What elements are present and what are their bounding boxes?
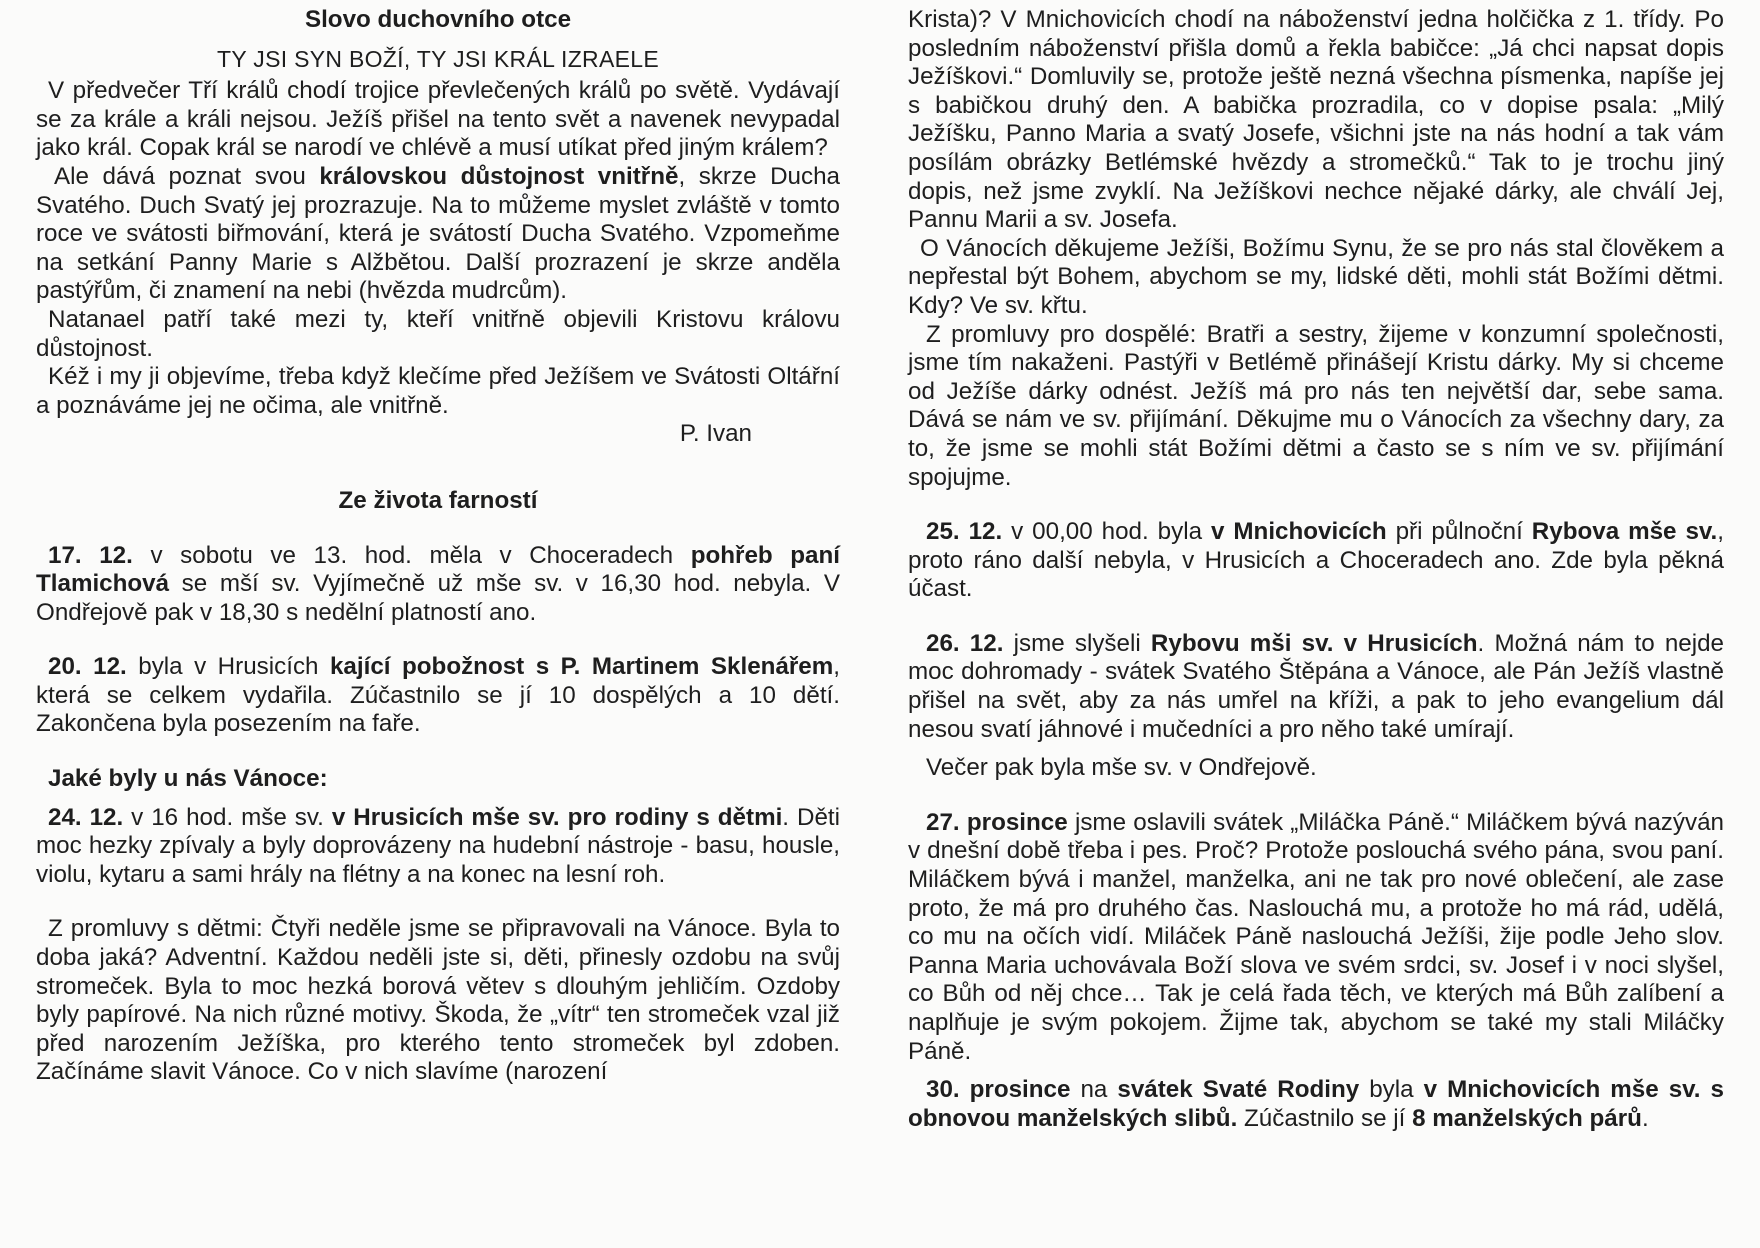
event-entry xyxy=(908,518,1724,604)
emphasis: královskou důstojnost vnitřně xyxy=(319,162,679,190)
text: byla xyxy=(1359,1076,1424,1104)
event-date: 26. 12. xyxy=(926,629,1004,657)
text: v 00,00 hod. byla xyxy=(1002,518,1211,546)
paragraph: Z promluvy pro dospělé: Bratři a sestry, žijeme v konzumní společnosti, jsme tím nakaženi. Pastýři v Betlémě přinášejí Kristu dárky. My si chceme od Ježíše dárky odnést. Ježíš má pro nás ten největší dar, sebe sama. Dává se nám ve sv. přijímání. Děkujme mu o Vánocích za všechny dary, za to, že jsme se mohli stát Božími dětmi a často se s ním ve sv. přijímání spojujme. xyxy=(908,320,1724,491)
signature: P. Ivan xyxy=(679,420,752,448)
paragraph: Z promluvy s dětmi: Čtyři neděle jsme se připravovali na Vánoce. Byla to doba jaká? Adventní. Každou neděli jste si, děti, přinesly ozdobu na svůj stromeček. Byla to moc hezká borová větev s dlouhým jehličím. Ozdoby byly papírové. Na nich různé motivy. Škoda, že „vítr“ ten stromeček vzal již před narozením Ježíška, pro kterého tento stromeček byl zdoben. Začínáme slavit Vánoce. Co v nich slavíme (narození xyxy=(36,915,840,1086)
paragraph: O Vánocích děkujeme Ježíši, Božímu Synu, že se pro nás stal člověkem a nepřestal být Bohem, abychom se my, lidské děti, mohli stát Božími dětmi. Kdy? Ve sv. křtu. xyxy=(908,234,1724,319)
paragraph xyxy=(36,163,840,306)
event-date: 20. 12. xyxy=(48,653,127,681)
text: . Možná nám to nejde moc dohromady - svátek Svatého Štěpána a Vánoce, ale Pán Ježíš vlastně přišel na svět, aby za nás umřel na kříži, a pak to jeho evangelium dál nesou svatí jáhnové i mučedníci a pro něho také umírají. xyxy=(908,629,1725,743)
event-entry xyxy=(36,804,840,890)
paragraph: Krista)? V Mnichovicích chodí na náboženství jedna holčička z 1. třídy. Po posledním náboženství přišla domů a řekla babičce: „Já chci napsat dopis Ježíškovi.“ Domluvily se, protože ještě nezná všechna písmenka, napíše jej s babičkou druhý den. A babička prozradila, co v dopise psala: „Milý Ježíšku, Panno Maria a svatý Josefe, všichni jste na nás hodní a tak vám posílám obrázky Betlémské hvězdy a stromečků.“ Tak to je trochu jiný dopis, než jsme zvyklí. Na Ježíškovi nechce nějaké dárky, ale chválí Jej, Pannu Marii a sv. Josefa. xyxy=(908,6,1724,234)
emphasis: Rybova mše sv. xyxy=(1531,518,1718,546)
event-date: 24. 12. xyxy=(48,803,124,831)
emphasis: v Hrusicích mše sv. pro rodiny s dětmi xyxy=(331,803,783,831)
article-subtitle: TY JSI SYN BOŽÍ, TY JSI KRÁL IZRAELE xyxy=(217,45,659,72)
event-entry xyxy=(908,630,1724,744)
event-date: 25. 12. xyxy=(926,518,1003,546)
text: , skrze Ducha Svatého. Duch Svatý jej prozrazuje. Na to můžeme myslet zvláště v tomto roce ve svátosti biřmování, která je svátostí Ducha Svatého. Vzpomeňme na setkání Panny Marie s Alžbětou. Další prozrazení je skrze anděla pastýřům, či znamení na nebi (hvězda mudrcům). xyxy=(36,162,840,305)
event-entry xyxy=(36,542,840,628)
text: , která se celkem vydařila. Zúčastnilo se jí 10 dospělých a 10 dětí. Zakončena byla posezením na faře. xyxy=(36,653,840,738)
subheading xyxy=(36,765,840,794)
event-date: 30. prosince xyxy=(926,1076,1071,1104)
paragraph: Kéž i my ji objevíme, třeba když klečíme před Ježíšem ve Svátosti Oltářní a poznáváme jej ne očima, ale vnitřně. xyxy=(36,363,840,419)
text: se mší sv. Vyjímečně už mše sv. v 16,30 hod. nebyla. V Ondřejově pak v 18,30 s nedělní platností ano. xyxy=(36,570,840,626)
paragraph: Večer pak byla mše sv. v Ondřejově. xyxy=(926,754,1317,782)
event-date: 27. prosince xyxy=(926,808,1068,836)
paragraph: Natanael patří také mezi ty, kteří vnitřně objevili Kristovu královu důstojnost. xyxy=(36,305,840,362)
paragraph: V předvečer Tří králů chodí trojice převlečených králů po světě. Vydávají se za krále a králi nejsou. Ježíš přišel na tento svět a navenek nevypadal jako král. Copak král se narodí ve chlévě a musí utíkat před jiným králem? xyxy=(36,77,840,162)
event-entry xyxy=(36,653,840,739)
section-heading-parish-life: Ze života farností xyxy=(338,486,538,514)
section-heading-spiritual: Slovo duchovního otce xyxy=(304,6,572,33)
event-entry xyxy=(908,1076,1724,1133)
emphasis: v Mnichovicích xyxy=(1211,518,1387,546)
emphasis: pohřeb paní Tlamichová xyxy=(36,541,840,598)
left-column xyxy=(36,6,840,1087)
text: Zúčastnilo se jí xyxy=(1237,1104,1413,1132)
text: na xyxy=(1070,1076,1118,1104)
text: jsme slyšeli xyxy=(1003,629,1151,657)
emphasis: v Mnichovicích mše sv. s obnovou manželských slibů. xyxy=(908,1076,1724,1132)
emphasis: kající pobožnost s P. Martinem Sklenářem xyxy=(329,653,834,681)
text: při půlnoční xyxy=(1386,518,1532,546)
text: v 16 hod. mše sv. xyxy=(123,803,332,831)
text: v sobotu ve 13. hod. měla v Choceradech xyxy=(132,541,691,569)
text: Ale dává poznat svou xyxy=(54,162,320,190)
xmas-heading: Jaké byly u nás Vánoce: xyxy=(48,765,328,793)
emphasis: Rybovu mši sv. v Hrusicích xyxy=(1150,629,1478,657)
text: jsme oslavili svátek „Miláčka Páně.“ Miláčkem bývá nazýván v dnešní době třeba i pes. Proč? Protože poslouchá svého pána, svou paní. Miláčkem bývá i manžel, manželka, ani ne tak pro nové oblečení, ale zase proto, že má pro druhého čas. Naslouchá mu, a protože ho má rád, udělá, co mu na očích vidí. Miláček Páně naslouchá Ježíši, žije podle Jeho slov. Panna Maria uchovávala Boží slova ve svém srdci, sv. Josef i v noci slyšel, co Bůh od něj chce… Tak je celá řada těch, ve kterých má Bůh zalíbení a naplňuje je svým pokojem. Žijme tak, abychom se také my stali Miláčky Páně. xyxy=(908,808,1724,1065)
event-entry xyxy=(908,809,1724,1066)
text: . Děti moc hezky zpívaly a byly doprovázeny na hudební nástroje - basu, housle, violu, kytaru a sami hrály na flétny a na konec na lesní roh. xyxy=(36,803,840,888)
emphasis: svátek Svaté Rodiny xyxy=(1117,1076,1360,1104)
emphasis: 8 manželských párů xyxy=(1412,1104,1642,1132)
right-column xyxy=(908,6,1724,1133)
text: byla v Hrusicích xyxy=(126,653,330,681)
event-date: 17. 12. xyxy=(48,541,133,569)
text: . xyxy=(1641,1104,1649,1132)
text: , proto ráno další nebyla, v Hrusicích a Choceradech ano. Zde byla pěkná účast. xyxy=(908,518,1725,603)
